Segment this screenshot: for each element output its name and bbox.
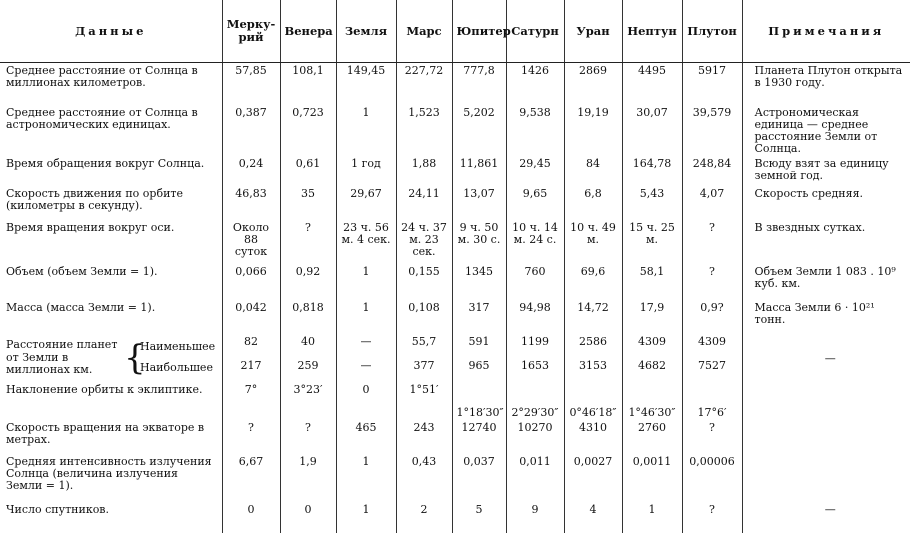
cell-value: 40 [280, 334, 336, 358]
cell-value: 17°6′ [682, 382, 742, 420]
header-earth: Земля [336, 0, 396, 63]
cell-value: 0,723 [280, 105, 336, 156]
cell-value: 82 [222, 334, 280, 358]
row-note: Астрономическая единица — среднее расстояние Земли от Солнца. [742, 105, 910, 156]
cell-value: 13,07 [452, 186, 506, 220]
cell-value: 0 [336, 382, 396, 420]
header-data: Данные [0, 0, 222, 63]
cell-value: 465 [336, 420, 396, 454]
cell-value: 777,8 [452, 63, 506, 105]
table-row [0, 300, 910, 334]
cell-value: 12740 [452, 420, 506, 454]
cell-value: 84 [564, 156, 622, 186]
cell-value: 1 [336, 454, 396, 502]
table-row [0, 105, 910, 156]
cell-value: 9 [506, 502, 564, 533]
table-row [0, 63, 910, 105]
cell-value: 94,98 [506, 300, 564, 334]
row-label: Число спутников. [6, 502, 110, 516]
row-sublabel: Наименьшее [140, 340, 216, 354]
cell-value: 0 [222, 502, 280, 533]
cell-value: 7° [222, 382, 280, 420]
table-row [0, 382, 910, 420]
row-note: Планета Плутон открыта в 1930 году. [742, 63, 910, 105]
cell-value: 0°46′18″ [564, 382, 622, 420]
cell-value: 0,818 [280, 300, 336, 334]
row-label: Скорость движения по орбите (километры в секунду). [6, 186, 183, 213]
cell-value: 0,0011 [622, 454, 682, 502]
table-row [0, 334, 910, 358]
row-label: Масса (масса Земли = 1). [6, 300, 156, 314]
cell-value: 69,6 [564, 264, 622, 300]
cell-value: 0,037 [452, 454, 506, 502]
cell-value: 0,43 [396, 454, 452, 502]
cell-value: 0,066 [222, 264, 280, 300]
cell-value: Около 88 суток [222, 220, 280, 264]
cell-value: 6,67 [222, 454, 280, 502]
cell-value: 1 [336, 264, 396, 300]
cell-value: 1°51′ [396, 382, 452, 420]
header-mars: Марс [396, 0, 452, 63]
cell-value: 0,155 [396, 264, 452, 300]
cell-value: 760 [506, 264, 564, 300]
cell-value: 217 [222, 358, 280, 382]
cell-value: 1 [622, 502, 682, 533]
cell-value: 1,88 [396, 156, 452, 186]
cell-value: 1°46′30″ [622, 382, 682, 420]
header-saturn: Сатурн [506, 0, 564, 63]
cell-value: 0,042 [222, 300, 280, 334]
cell-value: 2°29′30″ [506, 382, 564, 420]
header-venus: Венера [280, 0, 336, 63]
cell-value: 4 [564, 502, 622, 533]
cell-value: 9,538 [506, 105, 564, 156]
cell-value: 2586 [564, 334, 622, 358]
cell-value: 0,011 [506, 454, 564, 502]
cell-value: 5 [452, 502, 506, 533]
cell-value: 4310 [564, 420, 622, 454]
cell-value: ? [280, 420, 336, 454]
cell-value: 1199 [506, 334, 564, 358]
table-row [0, 264, 910, 300]
cell-value: 2 [396, 502, 452, 533]
table-row [0, 156, 910, 186]
row-label: Время вращения вокруг оси. [6, 220, 175, 234]
cell-value: ? [682, 420, 742, 454]
cell-value: 17,9 [622, 300, 682, 334]
cell-value: 24 ч. 37 м. 23 сек. [396, 220, 452, 264]
row-label: Время обращения вокруг Солнца. [6, 156, 205, 170]
table-row [0, 420, 910, 454]
row-label: Наклонение орбиты к эклиптике. [6, 382, 203, 396]
cell-value: 10 ч. 49 м. [564, 220, 622, 264]
row-label: Среднее расстояние от Солнца в астрономических единицах. [6, 105, 198, 131]
cell-value: ? [682, 220, 742, 264]
cell-value: 1 [336, 300, 396, 334]
cell-value: 591 [452, 334, 506, 358]
row-note [742, 382, 910, 420]
row-label: Расстояние планет от Земли в миллионах км. [6, 338, 118, 376]
row-label: Скорость вращения на экваторе в метрах. [6, 420, 205, 447]
row-label: Средняя интенсивность излучения Солнца (величина излучения Земли = 1). [6, 454, 212, 493]
cell-value: 965 [452, 358, 506, 382]
cell-value: 14,72 [564, 300, 622, 334]
cell-value: 55,7 [396, 334, 452, 358]
cell-value: 1426 [506, 63, 564, 105]
cell-value: 5,43 [622, 186, 682, 220]
row-label-with-brace [0, 334, 222, 382]
cell-value: 0,24 [222, 156, 280, 186]
cell-value: 2760 [622, 420, 682, 454]
cell-value: 9 ч. 50 м. 30 с. [452, 220, 506, 264]
header-jupiter: Юпитер [452, 0, 506, 63]
cell-value: 4309 [622, 334, 682, 358]
table-row [0, 454, 910, 502]
cell-value: 0,387 [222, 105, 280, 156]
cell-value: 3153 [564, 358, 622, 382]
header-uranus: Уран [564, 0, 622, 63]
cell-value: 1,523 [396, 105, 452, 156]
brace-icon: { [124, 337, 146, 378]
cell-value: 227,72 [396, 63, 452, 105]
cell-value: 317 [452, 300, 506, 334]
cell-value: 0,00006 [682, 454, 742, 502]
cell-value: 35 [280, 186, 336, 220]
cell-value: — [336, 358, 396, 382]
cell-value: 259 [280, 358, 336, 382]
table-header-row [0, 0, 910, 63]
cell-value: 10270 [506, 420, 564, 454]
header-notes: Примечания [742, 0, 910, 63]
table-row [0, 186, 910, 220]
cell-value: 0,0027 [564, 454, 622, 502]
header-mercury: Мерку-рий [222, 0, 280, 63]
cell-value: 1 [336, 502, 396, 533]
cell-value: 1345 [452, 264, 506, 300]
cell-value: 23 ч. 56 м. 4 сек. [336, 220, 396, 264]
cell-value: 29,67 [336, 186, 396, 220]
row-note: Всюду взят за единицу земной год. [742, 156, 910, 186]
cell-value: 4,07 [682, 186, 742, 220]
row-note [742, 454, 910, 502]
cell-value: 19,19 [564, 105, 622, 156]
row-note: — [742, 502, 910, 533]
cell-value: 24,11 [396, 186, 452, 220]
row-sublabel: Наибольшее [140, 360, 213, 374]
cell-value: 248,84 [682, 156, 742, 186]
cell-value: 6,8 [564, 186, 622, 220]
cell-value: ? [682, 502, 742, 533]
cell-value: 108,1 [280, 63, 336, 105]
row-note: Масса Земли 6 · 10²¹ тонн. [742, 300, 910, 334]
row-label: Объем (объем Земли = 1). [6, 264, 158, 278]
cell-value: 1653 [506, 358, 564, 382]
row-note [742, 420, 910, 454]
cell-value: 0 [280, 502, 336, 533]
cell-value: 0,108 [396, 300, 452, 334]
header-pluto: Плутон [682, 0, 742, 63]
cell-value: ? [682, 264, 742, 300]
cell-value: 5917 [682, 63, 742, 105]
cell-value: 164,78 [622, 156, 682, 186]
header-neptune: Нептун [622, 0, 682, 63]
cell-value: 0,61 [280, 156, 336, 186]
cell-value: 4682 [622, 358, 682, 382]
row-note: В звездных сутках. [742, 220, 910, 264]
row-note: — [742, 334, 910, 382]
cell-value: 1 [336, 105, 396, 156]
cell-value: 10 ч. 14 м. 24 с. [506, 220, 564, 264]
cell-value: 243 [396, 420, 452, 454]
cell-value: 4309 [682, 334, 742, 358]
row-note: Скорость средняя. [742, 186, 910, 220]
cell-value: 30,07 [622, 105, 682, 156]
cell-value: 9,65 [506, 186, 564, 220]
cell-value: 57,85 [222, 63, 280, 105]
cell-value: 2869 [564, 63, 622, 105]
table-row [0, 502, 910, 533]
cell-value: — [336, 334, 396, 358]
cell-value: 1,9 [280, 454, 336, 502]
cell-value: 29,45 [506, 156, 564, 186]
cell-value: 4495 [622, 63, 682, 105]
cell-value: 58,1 [622, 264, 682, 300]
cell-value: 39,579 [682, 105, 742, 156]
cell-value: 149,45 [336, 63, 396, 105]
cell-value: 1 год [336, 156, 396, 186]
cell-value: 0,9? [682, 300, 742, 334]
cell-value: 377 [396, 358, 452, 382]
cell-value: 0,92 [280, 264, 336, 300]
cell-value: ? [222, 420, 280, 454]
row-label: Среднее расстояние от Солнца в миллионах километров. [6, 64, 198, 90]
cell-value: 7527 [682, 358, 742, 382]
cell-value: 1°18′30″ [452, 382, 506, 420]
cell-value: 46,83 [222, 186, 280, 220]
table-row [0, 220, 910, 264]
row-note: Объем Земли 1 083 . 10⁹ куб. км. [742, 264, 910, 300]
cell-value: 15 ч. 25 м. [622, 220, 682, 264]
cell-value: 5,202 [452, 105, 506, 156]
cell-value: 3°23′ [280, 382, 336, 420]
cell-value: 11,861 [452, 156, 506, 186]
cell-value: ? [280, 220, 336, 264]
